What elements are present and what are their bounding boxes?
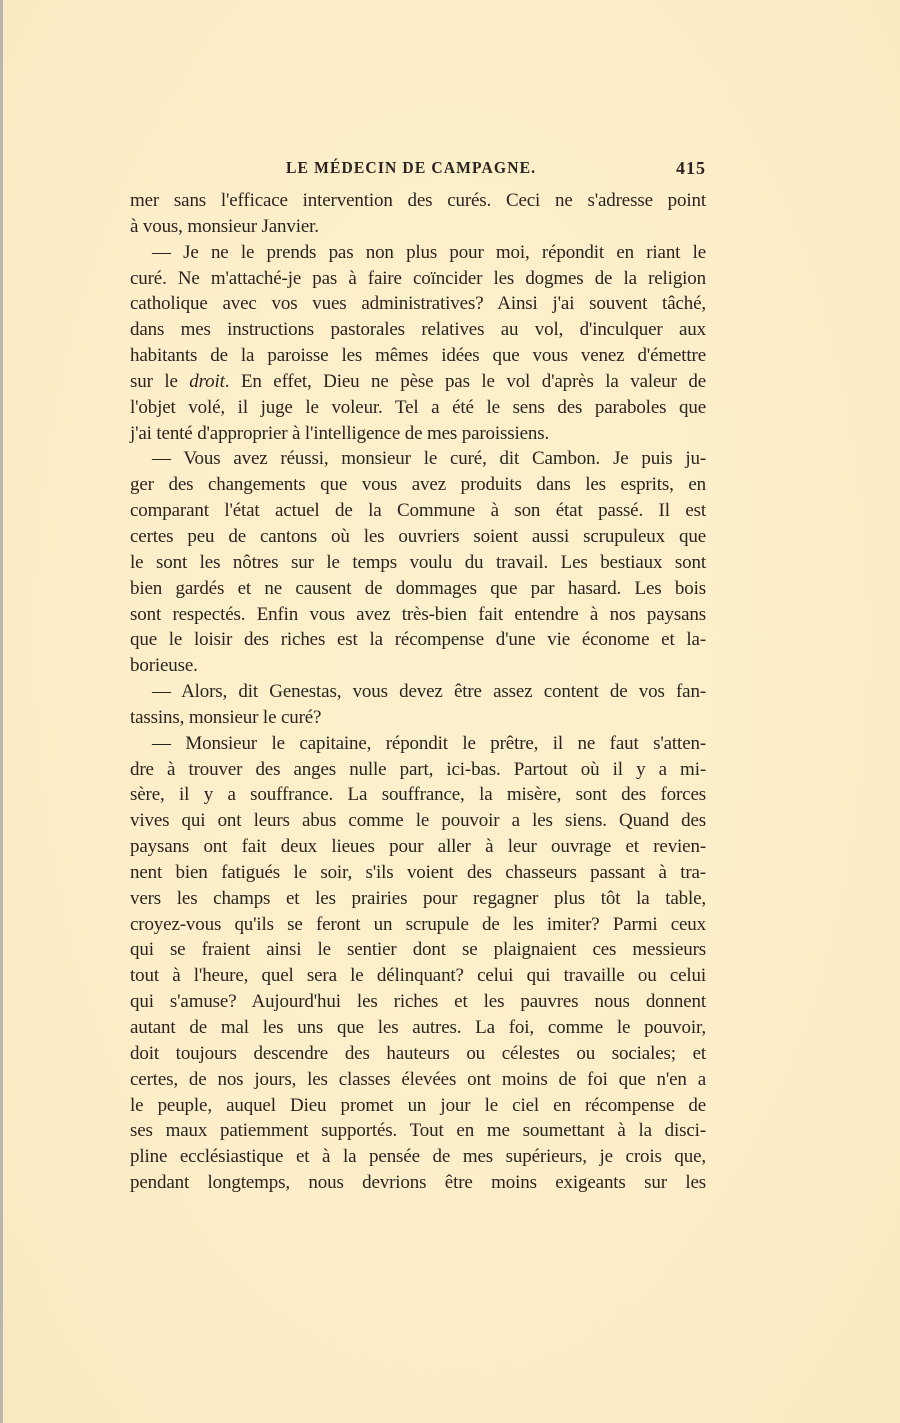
text-line: bien gardés et ne causent de dommages que par hasard. Les bois bbox=[130, 577, 706, 599]
text-line: le sont les nôtres sur le temps voulu du travail. Les bestiaux sont bbox=[130, 551, 706, 573]
text-segment: sur le bbox=[130, 370, 190, 392]
text-line: sont respectés. Enfin vous avez très-bien fait entendre à nos paysans bbox=[130, 603, 706, 625]
page-number: 415 bbox=[676, 158, 706, 178]
text-line: doit toujours descendre des hauteurs ou célestes ou sociales; et bbox=[130, 1042, 706, 1064]
text-line: qui s'amuse? Aujourd'hui les riches et les pauvres nous donnent bbox=[130, 991, 706, 1013]
text-line: ger des changements que vous avez produits dans les esprits, en bbox=[130, 474, 706, 496]
text-line: croyez-vous qu'ils se feront un scrupule de les imiter? Parmi ceux bbox=[130, 913, 706, 935]
text-line: tassins, monsieur le curé? bbox=[130, 706, 322, 728]
text-line: l'objet volé, il juge le voleur. Tel a été le sens des paraboles que bbox=[130, 396, 706, 418]
text-line: vers les champs et les prairies pour regagner plus tôt la table, bbox=[130, 887, 706, 909]
text-line: — Je ne le prends pas non plus pour moi, répondit en riant le bbox=[152, 241, 706, 263]
running-title: LE MÉDECIN DE CAMPAGNE. bbox=[286, 158, 537, 177]
text-line: qui se fraient ainsi le sentier dont se plaignaient ces messieurs bbox=[130, 939, 706, 961]
text-line: comparant l'état actuel de la Commune à son état passé. Il est bbox=[130, 500, 706, 522]
text-line: le peuple, auquel Dieu promet un jour le ciel en récompense de bbox=[130, 1094, 706, 1116]
text-line: autant de mal les uns que les autres. La foi, comme le pouvoir, bbox=[130, 1017, 706, 1038]
page-header bbox=[130, 158, 706, 184]
text-line: paysans ont fait deux lieues pour aller à leur ouvrage et revien- bbox=[130, 836, 706, 858]
text-line: mer sans l'efficace intervention des curés. Ceci ne s'adresse point bbox=[130, 190, 706, 211]
text-line: dans mes instructions pastorales relatives au vol, d'inculquer aux bbox=[130, 319, 706, 341]
text-line: pline ecclésiastique et à la pensée de mes supérieurs, je crois que, bbox=[130, 1146, 706, 1168]
body-text bbox=[130, 188, 706, 1196]
text-line: certes peu de cantons où les ouvriers soient aussi scrupuleux que bbox=[130, 525, 706, 547]
text-line: borieuse. bbox=[130, 655, 198, 677]
text-line: nent bien fatigués le soir, s'ils voient des chasseurs passant à tra- bbox=[130, 861, 706, 883]
text-line: j'ai tenté d'approprier à l'intelligence de mes paroissiens. bbox=[130, 422, 550, 444]
text-line: — Alors, dit Genestas, vous devez être assez content de vos fan- bbox=[152, 681, 706, 703]
text-line: ses maux patiemment supportés. Tout en me soumettant à la disci- bbox=[130, 1120, 706, 1142]
text-line: — Vous avez réussi, monsieur le curé, dit Cambon. Je puis ju- bbox=[152, 448, 706, 470]
text-line: — Monsieur le capitaine, répondit le prêtre, il ne faut s'atten- bbox=[152, 732, 706, 754]
text-line: sère, il y a souffrance. La souffrance, la misère, sont des forces bbox=[130, 784, 706, 806]
text-line bbox=[130, 369, 706, 395]
text-segment: . En effet, Dieu ne pèse pas le vol d'après la valeur de bbox=[224, 370, 706, 392]
text-line: vives qui ont leurs abus comme le pouvoir a les siens. Quand des bbox=[130, 810, 706, 832]
text-line: tout à l'heure, quel sera le délinquant? celui qui travaille ou celui bbox=[130, 965, 706, 987]
text-line: catholique avec vos vues administratives? Ainsi j'ai souvent tâché, bbox=[130, 293, 706, 315]
text-line: pendant longtemps, nous devrions être moins exigeants sur les bbox=[130, 1172, 706, 1194]
text-line: habitants de la paroisse les mêmes idées que vous venez d'émettre bbox=[130, 345, 706, 367]
text-line: certes, de nos jours, les classes élevées ont moins de foi que n'en a bbox=[130, 1068, 706, 1090]
italic-word: droit bbox=[189, 370, 225, 392]
text-line: que le loisir des riches est la récompense d'une vie économe et la- bbox=[130, 629, 706, 651]
text-line: dre à trouver des anges nulle part, ici-bas. Partout où il y a mi- bbox=[130, 758, 706, 780]
text-line: à vous, monsieur Janvier. bbox=[130, 215, 319, 237]
text-line: curé. Ne m'attaché-je pas à faire coïncider les dogmes de la religion bbox=[130, 267, 706, 289]
